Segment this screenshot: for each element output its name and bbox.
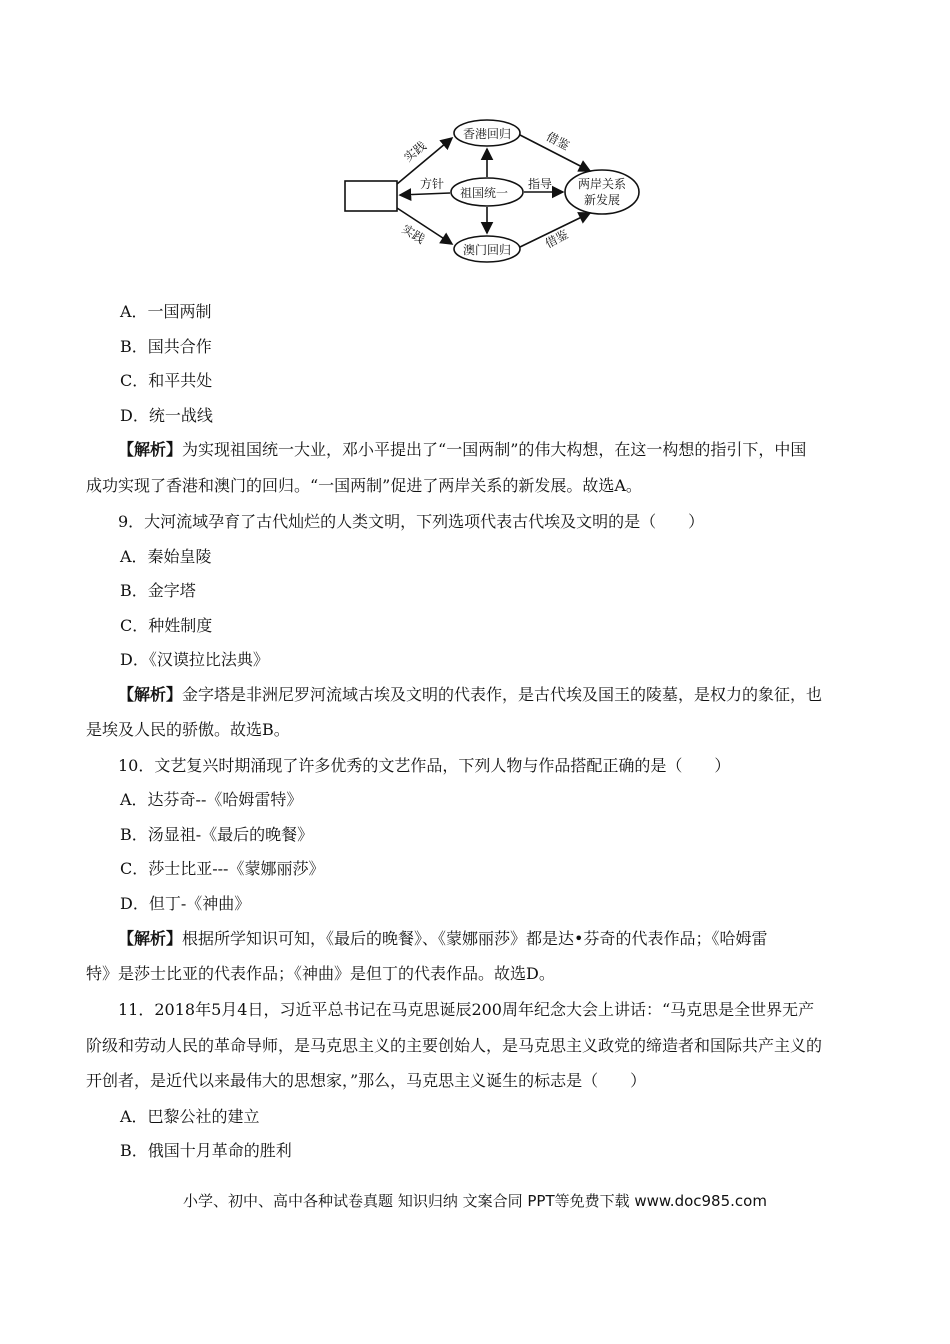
q8-analysis-line-2: 成功实现了香港和澳门的回归。“一国两制”促进了两岸关系的新发展。故选A。 [86,476,642,495]
q8-analysis-text-1: 为实现祖国统一大业，邓小平提出了“一国两制”的伟大构想，在这一构想的指引下，中国 [182,440,807,459]
q8-option-d: D．统一战线 [120,406,213,425]
page-footer: 小学、初中、高中各种试卷真题 知识归纳 文案合同 PPT等免费下载 www.doc985.com [183,1192,767,1210]
q10-stem: 10．文艺复兴时期涌现了许多优秀的文艺作品，下列人物与作品搭配正确的是（ ） [118,756,731,775]
q10-analysis-tag: 【解析】 [118,929,183,948]
label-fangzhen: 方针 [420,177,445,191]
q10-analysis-text-1: 根据所学知识可知，《最后的晚餐》、《蒙娜丽莎》都是达•芬奇的代表作品；《哈姆雷 [182,929,768,948]
q10-option-a: A．达芬奇--《哈姆雷特》 [120,790,303,809]
q9-analysis-line-1 [86,685,822,705]
q11-stem-line-2: 阶级和劳动人民的革命导师，是马克思主义的主要创始人，是马克思主义政党的缔造者和国际共产主义的 [86,1036,823,1055]
q10-analysis-line-1 [86,929,767,949]
q10-analysis-line-2: 特》是莎士比亚的代表作品；《神曲》是但丁的代表作品。故选D。 [86,964,555,983]
q10-option-d: D．但丁-《神曲》 [120,894,251,913]
q9-stem: 9．大河流域孕育了古代灿烂的人类文明，下列选项代表古代埃及文明的是（ ） [118,512,705,531]
q9-option-b: B．金字塔 [120,581,196,600]
node-cross-strait-label-2: 新发展 [583,193,621,207]
q11-option-a: A．巴黎公社的建立 [120,1107,260,1126]
q8-analysis-tag: 【解析】 [118,440,183,459]
q8-option-c: C．和平共处 [120,371,213,390]
label-jiejian-top: 借鉴 [543,129,572,153]
q8-option-a: A．一国两制 [120,302,212,321]
q9-option-c: C．种姓制度 [120,616,213,635]
label-zhidao: 指导 [528,177,553,191]
q10-option-b: B．汤显祖-《最后的晚餐》 [120,825,314,844]
arrow-center-to-box [400,193,450,195]
concept-diagram [340,118,640,268]
q9-analysis-line-2: 是埃及人民的骄傲。故选B。 [86,720,290,739]
q8-option-b: B．国共合作 [120,337,212,356]
q9-option-d: D．《汉谟拉比法典》 [120,650,269,669]
q9-option-a: A．秦始皇陵 [120,547,212,566]
label-jiejian-bottom: 借鉴 [542,227,571,251]
node-macau-label: 澳门回归 [462,243,512,257]
q9-analysis-text-1: 金字塔是非洲尼罗河流域古埃及文明的代表作，是古代埃及国王的陵墓，是权力的象征，也 [182,685,823,704]
label-shijian-top: 实践 [401,138,429,165]
q10-option-c: C．莎士比亚---《蒙娜丽莎》 [120,859,325,878]
q9-analysis-tag: 【解析】 [118,685,183,704]
label-shijian-bottom: 实践 [399,221,428,247]
q8-analysis-line-1 [86,440,806,460]
node-reunification-label: 祖国统一 [459,186,509,200]
q11-option-b: B．俄国十月革命的胜利 [120,1141,292,1160]
answer-blank-box [345,181,397,211]
q11-stem-line-1: 11．2018年5月4日，习近平总书记在马克思诞辰200周年纪念大会上讲话：“马克思是全世界无产 [118,1000,815,1019]
q11-stem-line-3: 开创者，是近代以来最伟大的思想家，”那么，马克思主义诞生的标志是（ ） [86,1071,647,1090]
node-hongkong-label: 香港回归 [462,127,512,141]
node-cross-strait-label-1: 两岸关系 [577,177,627,191]
